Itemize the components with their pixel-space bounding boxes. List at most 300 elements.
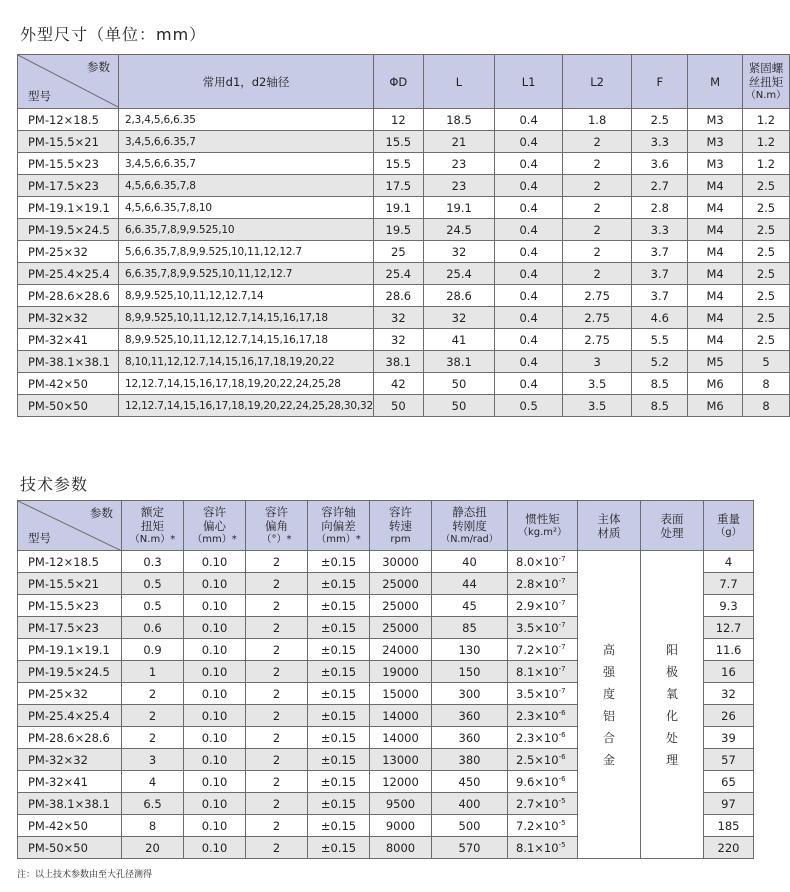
cell-model: PM-32×32 bbox=[18, 749, 122, 771]
cell-torque: 0.6 bbox=[122, 617, 184, 639]
cell-torque: 1 bbox=[122, 661, 184, 683]
cell-shaft: 3,4,5,6,6.35,7 bbox=[119, 131, 374, 153]
cell-model: PM-15.5×23 bbox=[18, 153, 119, 175]
cell-ecc: 0.10 bbox=[184, 815, 246, 837]
material-char: 金 bbox=[602, 752, 615, 767]
header-speed: 容许 转速 rpm bbox=[370, 501, 432, 551]
cell-l1: 0.4 bbox=[495, 131, 563, 153]
cell-m: M3 bbox=[688, 131, 743, 153]
table-row bbox=[18, 197, 790, 219]
header-m: M bbox=[688, 55, 743, 109]
cell-t: 8 bbox=[742, 373, 789, 395]
cell-model: PM-50×50 bbox=[18, 395, 119, 417]
material-char: 高 bbox=[602, 642, 615, 657]
cell-stiff: 570 bbox=[432, 837, 508, 859]
inertia-value: 8.1×10 bbox=[516, 840, 559, 855]
cell-inertia bbox=[508, 639, 578, 661]
cell-weight: 65 bbox=[704, 771, 754, 793]
cell-model: PM-42×50 bbox=[18, 373, 119, 395]
surface-char: 阳 bbox=[665, 642, 678, 657]
cell-weight: 39 bbox=[704, 727, 754, 749]
cell-t: 2.5 bbox=[742, 219, 789, 241]
cell-f: 5.2 bbox=[632, 351, 688, 373]
inertia-exponent: -6 bbox=[558, 730, 566, 739]
header-angle: 容许 偏角 （°）* bbox=[246, 501, 308, 551]
cell-l2: 3.5 bbox=[562, 373, 631, 395]
cell-stiff: 360 bbox=[432, 727, 508, 749]
cell-axial: ±0.15 bbox=[308, 639, 370, 661]
cell-m: M4 bbox=[688, 329, 743, 351]
inertia-value: 2.8×10 bbox=[516, 576, 559, 591]
header-f: F bbox=[632, 55, 688, 109]
cell-weight: 97 bbox=[704, 793, 754, 815]
cell-shaft: 2,3,4,5,6,6.35 bbox=[119, 109, 374, 131]
cell-l2: 2 bbox=[562, 153, 631, 175]
inertia-exponent: -7 bbox=[558, 642, 566, 651]
cell-weight: 12.7 bbox=[704, 617, 754, 639]
cell-ecc: 0.10 bbox=[184, 639, 246, 661]
inertia-value: 2.5×10 bbox=[516, 752, 559, 767]
cell-model: PM-15.5×21 bbox=[18, 131, 119, 153]
cell-l1: 0.4 bbox=[495, 153, 563, 175]
cell-l1: 0.4 bbox=[495, 263, 563, 285]
cell-l1: 0.4 bbox=[495, 197, 563, 219]
inertia-value: 8.0×10 bbox=[516, 554, 559, 569]
cell-shaft: 4,5,6,6.35,7,8,10 bbox=[119, 197, 374, 219]
cell-ang: 2 bbox=[246, 705, 308, 727]
cell-inertia bbox=[508, 617, 578, 639]
cell-rpm: 14000 bbox=[370, 705, 432, 727]
cell-d: 32 bbox=[374, 307, 424, 329]
cell-model: PM-12×18.5 bbox=[18, 551, 122, 573]
cell-stiff: 300 bbox=[432, 683, 508, 705]
inertia-value: 8.1×10 bbox=[516, 664, 559, 679]
cell-l1: 0.4 bbox=[495, 241, 563, 263]
cell-torque: 20 bbox=[122, 837, 184, 859]
cell-l: 21 bbox=[423, 131, 495, 153]
cell-rpm: 25000 bbox=[370, 617, 432, 639]
header-eccentric: 容许 偏心 （mm）* bbox=[184, 501, 246, 551]
cell-model: PM-25.4×25.4 bbox=[18, 263, 119, 285]
cell-inertia bbox=[508, 661, 578, 683]
cell-axial: ±0.15 bbox=[308, 815, 370, 837]
cell-d: 15.5 bbox=[374, 153, 424, 175]
dimensions-header-row bbox=[18, 55, 790, 109]
cell-l1: 0.4 bbox=[495, 329, 563, 351]
dimensions-table bbox=[17, 54, 790, 417]
cell-d: 32 bbox=[374, 329, 424, 351]
inertia-exponent: -6 bbox=[558, 774, 566, 783]
cell-shaft: 8,9,9.525,10,11,12,12.7,14,15,16,17,18 bbox=[119, 329, 374, 351]
cell-f: 3.3 bbox=[632, 131, 688, 153]
cell-shaft: 8,9,9.525,10,11,12,12.7,14,15,16,17,18 bbox=[119, 307, 374, 329]
cell-ang: 2 bbox=[246, 683, 308, 705]
cell-f: 8.5 bbox=[632, 373, 688, 395]
cell-torque: 3 bbox=[122, 749, 184, 771]
cell-ang: 2 bbox=[246, 595, 308, 617]
cell-model: PM-38.1×38.1 bbox=[18, 793, 122, 815]
tech-params-table bbox=[17, 500, 754, 859]
cell-t: 8 bbox=[742, 395, 789, 417]
table-row bbox=[18, 263, 790, 285]
cell-l1: 0.4 bbox=[495, 219, 563, 241]
cell-rpm: 14000 bbox=[370, 727, 432, 749]
cell-torque: 0.9 bbox=[122, 639, 184, 661]
cell-axial: ±0.15 bbox=[308, 661, 370, 683]
cell-torque: 6.5 bbox=[122, 793, 184, 815]
cell-stiff: 400 bbox=[432, 793, 508, 815]
cell-ang: 2 bbox=[246, 815, 308, 837]
cell-rpm: 30000 bbox=[370, 551, 432, 573]
cell-f: 5.5 bbox=[632, 329, 688, 351]
cell-stiff: 130 bbox=[432, 639, 508, 661]
cell-d: 38.1 bbox=[374, 351, 424, 373]
cell-ecc: 0.10 bbox=[184, 793, 246, 815]
cell-ang: 2 bbox=[246, 749, 308, 771]
cell-rpm: 9500 bbox=[370, 793, 432, 815]
cell-torque: 4 bbox=[122, 771, 184, 793]
cell-ecc: 0.10 bbox=[184, 683, 246, 705]
cell-stiff: 450 bbox=[432, 771, 508, 793]
cell-model: PM-15.5×23 bbox=[18, 595, 122, 617]
inertia-value: 3.5×10 bbox=[516, 620, 559, 635]
cell-stiff: 360 bbox=[432, 705, 508, 727]
inertia-exponent: -7 bbox=[558, 620, 566, 629]
table-row bbox=[18, 351, 790, 373]
cell-t: 2.5 bbox=[742, 197, 789, 219]
header-weight: 重量 （g） bbox=[704, 501, 754, 551]
cell-l1: 0.4 bbox=[495, 109, 563, 131]
inertia-exponent: -5 bbox=[558, 796, 566, 805]
table-row bbox=[18, 285, 790, 307]
cell-l2: 2 bbox=[562, 219, 631, 241]
inertia-exponent: -5 bbox=[558, 840, 566, 849]
cell-f: 3.7 bbox=[632, 263, 688, 285]
cell-rpm: 24000 bbox=[370, 639, 432, 661]
cell-inertia bbox=[508, 815, 578, 837]
inertia-value: 2.9×10 bbox=[516, 598, 559, 613]
cell-stiff: 150 bbox=[432, 661, 508, 683]
cell-ecc: 0.10 bbox=[184, 617, 246, 639]
header-od: ΦD bbox=[374, 55, 424, 109]
cell-f: 3.3 bbox=[632, 219, 688, 241]
cell-model: PM-32×41 bbox=[18, 771, 122, 793]
table-row bbox=[18, 551, 754, 573]
cell-ang: 2 bbox=[246, 639, 308, 661]
cell-shaft: 12,12.7,14,15,16,17,18,19,20,22,24,25,28 bbox=[119, 373, 374, 395]
cell-f: 3.6 bbox=[632, 153, 688, 175]
cell-weight: 9.3 bbox=[704, 595, 754, 617]
cell-stiff: 85 bbox=[432, 617, 508, 639]
cell-ecc: 0.10 bbox=[184, 661, 246, 683]
cell-model: PM-15.5×21 bbox=[18, 573, 122, 595]
cell-d: 25 bbox=[374, 241, 424, 263]
surface-char: 氧 bbox=[665, 686, 678, 701]
cell-d: 42 bbox=[374, 373, 424, 395]
cell-torque: 0.5 bbox=[122, 573, 184, 595]
cell-l2: 2.75 bbox=[562, 307, 631, 329]
cell-m: M4 bbox=[688, 263, 743, 285]
cell-axial: ±0.15 bbox=[308, 727, 370, 749]
cell-l2: 2 bbox=[562, 197, 631, 219]
cell-ecc: 0.10 bbox=[184, 551, 246, 573]
cell-m: M6 bbox=[688, 373, 743, 395]
cell-l: 19.1 bbox=[423, 197, 495, 219]
tech-header-row bbox=[18, 501, 754, 551]
cell-l2: 2 bbox=[562, 175, 631, 197]
corner-param-label: 参数 bbox=[90, 506, 113, 520]
cell-l: 25.4 bbox=[423, 263, 495, 285]
cell-ang: 2 bbox=[246, 573, 308, 595]
cell-ecc: 0.10 bbox=[184, 727, 246, 749]
inertia-value: 3.5×10 bbox=[516, 686, 559, 701]
cell-model: PM-12×18.5 bbox=[18, 109, 119, 131]
cell-weight: 185 bbox=[704, 815, 754, 837]
cell-axial: ±0.15 bbox=[308, 683, 370, 705]
cell-model: PM-25×32 bbox=[18, 241, 119, 263]
cell-l2: 2 bbox=[562, 241, 631, 263]
cell-l2: 2.75 bbox=[562, 329, 631, 351]
cell-ang: 2 bbox=[246, 793, 308, 815]
cell-inertia bbox=[508, 683, 578, 705]
cell-l: 32 bbox=[423, 307, 495, 329]
inertia-value: 7.2×10 bbox=[516, 818, 559, 833]
cell-model: PM-28.6×28.6 bbox=[18, 727, 122, 749]
table-row bbox=[18, 131, 790, 153]
cell-m: M4 bbox=[688, 175, 743, 197]
inertia-exponent: -6 bbox=[558, 752, 566, 761]
cell-l: 50 bbox=[423, 373, 495, 395]
cell-d: 25.4 bbox=[374, 263, 424, 285]
cell-shaft: 5,6,6.35,7,8,9,9.525,10,11,12,12.7 bbox=[119, 241, 374, 263]
header-rated-torque: 额定 扭矩 （N.m）* bbox=[122, 501, 184, 551]
surface-char: 理 bbox=[665, 752, 678, 767]
surface-char: 化 bbox=[665, 708, 678, 723]
cell-d: 50 bbox=[374, 395, 424, 417]
inertia-exponent: -7 bbox=[558, 664, 566, 673]
header-inertia: 惯性矩 （kg.m²） bbox=[508, 501, 578, 551]
cell-t: 2.5 bbox=[742, 329, 789, 351]
cell-l: 23 bbox=[423, 153, 495, 175]
cell-f: 2.5 bbox=[632, 109, 688, 131]
cell-m: M4 bbox=[688, 219, 743, 241]
cell-f: 8.5 bbox=[632, 395, 688, 417]
cell-t: 1.2 bbox=[742, 109, 789, 131]
cell-model: PM-32×41 bbox=[18, 329, 119, 351]
cell-model: PM-19.5×24.5 bbox=[18, 219, 119, 241]
cell-d: 12 bbox=[374, 109, 424, 131]
cell-inertia bbox=[508, 595, 578, 617]
cell-shaft: 8,10,11,12,12.7,14,15,16,17,18,19,20,22 bbox=[119, 351, 374, 373]
section-title-tech-params: 技术参数 bbox=[20, 475, 89, 494]
cell-ang: 2 bbox=[246, 771, 308, 793]
table-row bbox=[18, 219, 790, 241]
table-row bbox=[18, 329, 790, 351]
cell-weight: 4 bbox=[704, 551, 754, 573]
cell-l2: 3 bbox=[562, 351, 631, 373]
cell-axial: ±0.15 bbox=[308, 749, 370, 771]
cell-inertia bbox=[508, 551, 578, 573]
inertia-exponent: -6 bbox=[558, 708, 566, 717]
cell-ecc: 0.10 bbox=[184, 595, 246, 617]
header-material: 主体 材质 bbox=[578, 501, 641, 551]
cell-l2: 2.75 bbox=[562, 285, 631, 307]
cell-ecc: 0.10 bbox=[184, 573, 246, 595]
cell-l: 18.5 bbox=[423, 109, 495, 131]
cell-rpm: 15000 bbox=[370, 683, 432, 705]
cell-l1: 0.4 bbox=[495, 175, 563, 197]
cell-d: 28.6 bbox=[374, 285, 424, 307]
cell-ecc: 0.10 bbox=[184, 749, 246, 771]
table-row bbox=[18, 109, 790, 131]
inertia-exponent: -7 bbox=[558, 576, 566, 585]
cell-l2: 3.5 bbox=[562, 395, 631, 417]
footnote: 注：以上技术参数由至大孔径测得 bbox=[17, 870, 153, 880]
cell-l1: 0.4 bbox=[495, 373, 563, 395]
cell-model: PM-19.1×19.1 bbox=[18, 639, 122, 661]
cell-l: 28.6 bbox=[423, 285, 495, 307]
cell-axial: ±0.15 bbox=[308, 705, 370, 727]
cell-ecc: 0.10 bbox=[184, 771, 246, 793]
cell-weight: 26 bbox=[704, 705, 754, 727]
material-char: 铝 bbox=[602, 708, 615, 723]
cell-m: M3 bbox=[688, 109, 743, 131]
cell-m: M4 bbox=[688, 241, 743, 263]
cell-t: 2.5 bbox=[742, 175, 789, 197]
cell-shaft: 6,6.35,7,8,9,9.525,10,11,12,12.7 bbox=[119, 263, 374, 285]
cell-ecc: 0.10 bbox=[184, 705, 246, 727]
cell-inertia bbox=[508, 749, 578, 771]
cell-inertia bbox=[508, 573, 578, 595]
cell-inertia bbox=[508, 793, 578, 815]
inertia-value: 2.7×10 bbox=[516, 796, 559, 811]
cell-model: PM-25.4×25.4 bbox=[18, 705, 122, 727]
cell-stiff: 40 bbox=[432, 551, 508, 573]
cell-shaft: 8,9,9.525,10,11,12,12.7,14 bbox=[119, 285, 374, 307]
inertia-exponent: -5 bbox=[558, 818, 566, 827]
inertia-exponent: -7 bbox=[558, 598, 566, 607]
header-shaft: 常用d1，d2轴径 bbox=[119, 55, 374, 109]
cell-rpm: 8000 bbox=[370, 837, 432, 859]
cell-l2: 2 bbox=[562, 263, 631, 285]
cell-stiff: 500 bbox=[432, 815, 508, 837]
cell-d: 15.5 bbox=[374, 131, 424, 153]
cell-l: 23 bbox=[423, 175, 495, 197]
cell-axial: ±0.15 bbox=[308, 573, 370, 595]
cell-inertia bbox=[508, 771, 578, 793]
cell-rpm: 19000 bbox=[370, 661, 432, 683]
material-char: 度 bbox=[602, 686, 615, 701]
corner-model-label: 型号 bbox=[28, 89, 51, 103]
cell-l: 50 bbox=[423, 395, 495, 417]
cell-ang: 2 bbox=[246, 661, 308, 683]
cell-shaft: 6,6.35,7,8,9,9.525,10 bbox=[119, 219, 374, 241]
cell-rpm: 9000 bbox=[370, 815, 432, 837]
cell-ang: 2 bbox=[246, 551, 308, 573]
cell-inertia bbox=[508, 837, 578, 859]
inertia-value: 7.2×10 bbox=[516, 642, 559, 657]
surface-char: 处 bbox=[665, 730, 678, 745]
cell-torque: 8 bbox=[122, 815, 184, 837]
cell-stiff: 45 bbox=[432, 595, 508, 617]
cell-l2: 2 bbox=[562, 131, 631, 153]
cell-weight: 57 bbox=[704, 749, 754, 771]
cell-l: 41 bbox=[423, 329, 495, 351]
cell-model: PM-32×32 bbox=[18, 307, 119, 329]
cell-ecc: 0.10 bbox=[184, 837, 246, 859]
cell-m: M3 bbox=[688, 153, 743, 175]
cell-l: 38.1 bbox=[423, 351, 495, 373]
cell-d: 17.5 bbox=[374, 175, 424, 197]
inertia-value: 2.3×10 bbox=[516, 708, 559, 723]
cell-m: M4 bbox=[688, 285, 743, 307]
cell-model: PM-38.1×38.1 bbox=[18, 351, 119, 373]
cell-inertia bbox=[508, 705, 578, 727]
cell-rpm: 12000 bbox=[370, 771, 432, 793]
cell-torque: 2 bbox=[122, 705, 184, 727]
header-axial: 容许轴 向偏差 （mm）* bbox=[308, 501, 370, 551]
cell-weight: 220 bbox=[704, 837, 754, 859]
cell-t: 2.5 bbox=[742, 307, 789, 329]
header-l1: L1 bbox=[495, 55, 563, 109]
material-char: 强 bbox=[602, 664, 615, 679]
cell-t: 1.2 bbox=[742, 153, 789, 175]
cell-stiff: 44 bbox=[432, 573, 508, 595]
surface-char: 极 bbox=[665, 664, 678, 679]
corner-model-label: 型号 bbox=[28, 531, 51, 545]
cell-axial: ±0.15 bbox=[308, 617, 370, 639]
cell-inertia bbox=[508, 727, 578, 749]
cell-axial: ±0.15 bbox=[308, 837, 370, 859]
cell-torque: 2 bbox=[122, 727, 184, 749]
header-l: L bbox=[423, 55, 495, 109]
table-row bbox=[18, 153, 790, 175]
cell-l: 32 bbox=[423, 241, 495, 263]
cell-shaft: 12,12.7,14,15,16,17,18,19,20,22,24,25,28,30,32 bbox=[119, 395, 374, 417]
cell-m: M5 bbox=[688, 351, 743, 373]
cell-model: PM-19.5×24.5 bbox=[18, 661, 122, 683]
inertia-exponent: -7 bbox=[558, 686, 566, 695]
cell-rpm: 13000 bbox=[370, 749, 432, 771]
cell-ang: 2 bbox=[246, 617, 308, 639]
cell-weight: 16 bbox=[704, 661, 754, 683]
header-screw-torque: 紧固螺 丝扭矩 （N.m） bbox=[742, 55, 789, 109]
cell-rpm: 25000 bbox=[370, 573, 432, 595]
cell-axial: ±0.15 bbox=[308, 771, 370, 793]
cell-m: M6 bbox=[688, 395, 743, 417]
cell-t: 2.5 bbox=[742, 241, 789, 263]
surface-cell bbox=[641, 551, 704, 859]
cell-l1: 0.4 bbox=[495, 307, 563, 329]
cell-m: M4 bbox=[688, 197, 743, 219]
cell-weight: 32 bbox=[704, 683, 754, 705]
table-row bbox=[18, 395, 790, 417]
inertia-value: 9.6×10 bbox=[516, 774, 559, 789]
material-char: 合 bbox=[602, 730, 615, 745]
cell-d: 19.1 bbox=[374, 197, 424, 219]
cell-f: 2.7 bbox=[632, 175, 688, 197]
cell-l: 24.5 bbox=[423, 219, 495, 241]
cell-ang: 2 bbox=[246, 837, 308, 859]
cell-f: 2.8 bbox=[632, 197, 688, 219]
cell-rpm: 25000 bbox=[370, 595, 432, 617]
cell-model: PM-42×50 bbox=[18, 815, 122, 837]
material-cell bbox=[578, 551, 641, 859]
header-stiffness: 静态扭 转刚度 （N.m/rad） bbox=[432, 501, 508, 551]
cell-stiff: 380 bbox=[432, 749, 508, 771]
dimensions-corner-cell bbox=[18, 55, 119, 109]
tech-corner-cell bbox=[18, 501, 122, 551]
